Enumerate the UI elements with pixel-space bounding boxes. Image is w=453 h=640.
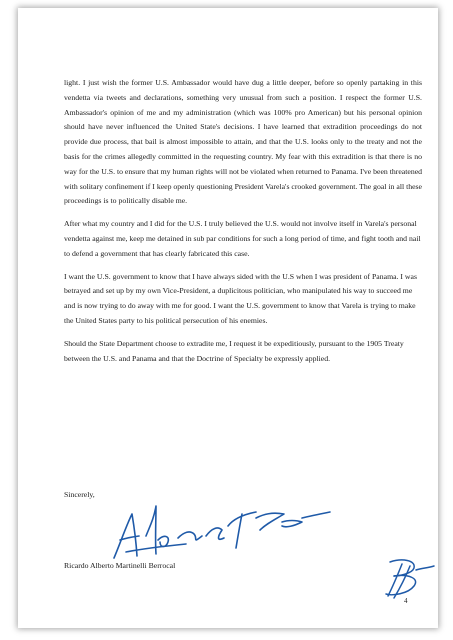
paragraph: I want the U.S. government to know that I have always sided with the U.S when I was president of Panama. I was betrayed and set up by my own Vice-President, a duplicitous politician, who manipulated his way to succeed me and is now trying to do away with me for good. I want the U.S. government to know that Varela is trying to make the United States party to his political persecution of his enemies.	[64, 271, 417, 325]
paragraph: light. I just wish the former U.S. Ambassador would have dug a little deeper, before so openly partaking in this vendetta via tweets and declarations, something very unusual from such a position. I respect the former U.S. Ambassador's opinion of me and my administration (which was 100% pro American) but his personal opinion should have never influenced the United State's decisions. I have learned that extradition proceedings do not provide due process, that bail is almost impossible to attain, and that the U.S. looks only to the treaty and not the basis for the crimes allegedly committed in the requesting country. My fear with this extradition is that there is no way for the U.S. to ensure that my human rights will not be violated when returned to Panama. I've been threatened with solitary confinement if I keep openly questioning President Varela's crooked government. The goal in all these proceedings is to politically disable me.	[64, 78, 423, 206]
letter-body	[64, 76, 422, 374]
letter-page	[18, 8, 438, 628]
closing-salutation: Sincerely,	[64, 490, 95, 499]
signatory-name: Ricardo Alberto Martinelli Berrocal	[64, 561, 176, 570]
paragraph: Should the State Department choose to extradite me, I request it be expeditiously, pursuant to the 1905 Treaty between the U.S. and Panama and that the Doctrine of Specialty be expressly applied.	[64, 338, 404, 363]
page-number: 4	[404, 597, 408, 605]
initials-icon	[380, 556, 436, 600]
signature-icon	[106, 496, 336, 566]
paragraph: After what my country and I did for the U.S. I truly believed the U.S. would not involve itself in Varela's personal vendetta against me, keep me detained in sub par conditions for such a long period of time, and fight tooth and nail to defend a government that has clearly fabricated this case.	[64, 219, 421, 258]
